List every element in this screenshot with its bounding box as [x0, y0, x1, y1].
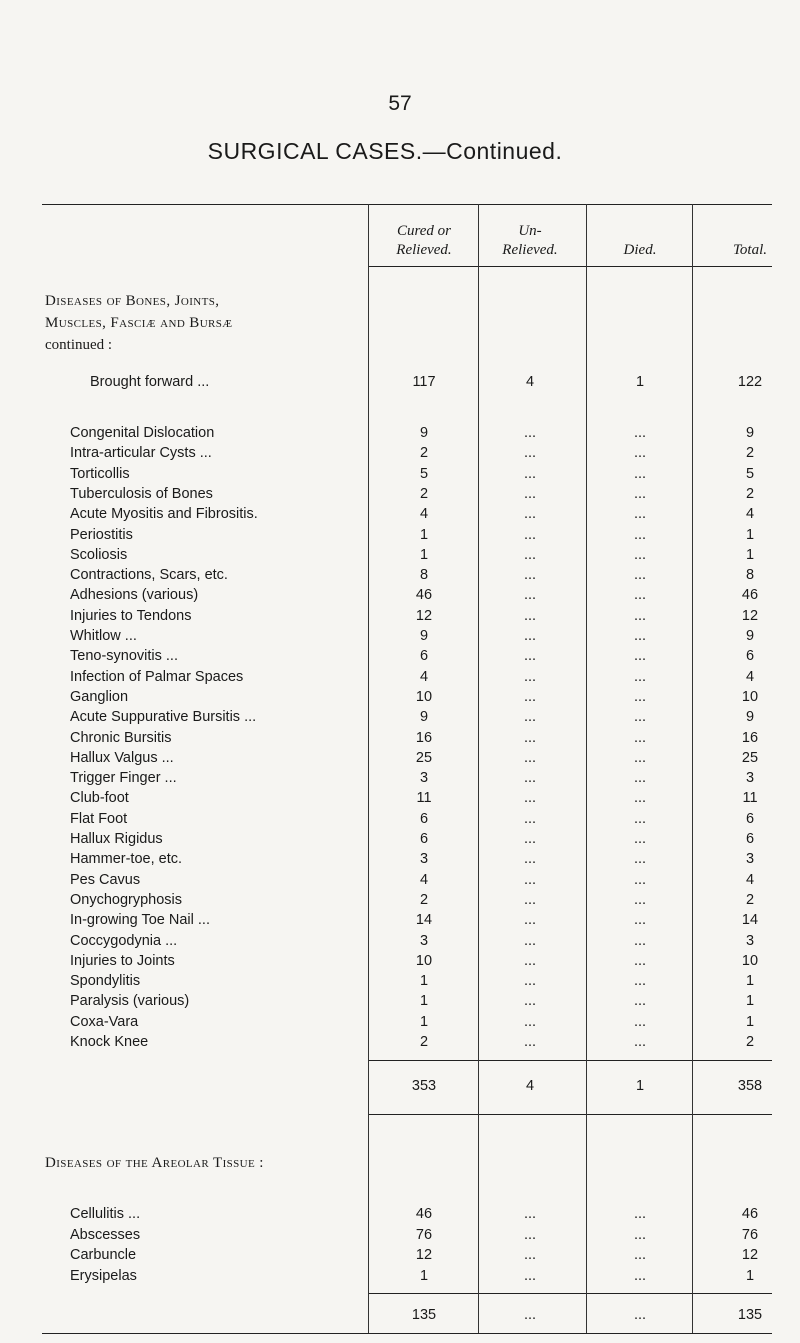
cell-total: 1	[745, 1014, 755, 1030]
cell-total: 1	[745, 1268, 755, 1284]
row-label: Hallux Valgus ...	[70, 750, 174, 766]
cell-unrelieved: ...	[523, 912, 537, 928]
cell-unrelieved: ...	[523, 872, 537, 888]
cell-unrelieved: ...	[523, 425, 537, 441]
cell-unrelieved: ...	[523, 770, 537, 786]
cell-cured: 76	[415, 1227, 433, 1243]
cell-unrelieved: ...	[523, 1014, 537, 1030]
cell-total: 9	[745, 425, 755, 441]
cell-unrelieved: ...	[523, 790, 537, 806]
row-label: Acute Myositis and Fibrositis.	[70, 506, 258, 522]
column-divider	[586, 204, 587, 1333]
cell-total: 9	[745, 709, 755, 725]
cell-total: 2	[745, 445, 755, 461]
row-label: Chronic Bursitis	[70, 730, 172, 746]
cell-total: 1	[745, 547, 755, 563]
cell-cured: 4	[419, 506, 429, 522]
cell-total: 10	[741, 689, 759, 705]
header-rule	[478, 266, 586, 267]
cell-total: 16	[741, 730, 759, 746]
cell-cured: 9	[419, 709, 429, 725]
cell-unrelieved: ...	[523, 1206, 537, 1222]
subtotal-rule	[368, 1293, 772, 1294]
cell-died: ...	[633, 831, 647, 847]
cell-cured: 12	[415, 1247, 433, 1263]
cell-died: ...	[633, 425, 647, 441]
cell-unrelieved: ...	[523, 648, 537, 664]
cell-died: ...	[633, 709, 647, 725]
cell-unrelieved: ...	[523, 567, 537, 583]
cell-died: ...	[633, 1014, 647, 1030]
cell-died: ...	[633, 608, 647, 624]
row-label: Carbuncle	[70, 1247, 137, 1263]
cell-total: 2	[745, 486, 755, 502]
total-cured: 353	[411, 1078, 437, 1094]
row-label: Club-foot	[70, 790, 129, 806]
cell-unrelieved: ...	[523, 628, 537, 644]
cell-total: 46	[741, 1206, 759, 1222]
column-header: Relieved.	[502, 242, 558, 258]
cell-total: 1	[745, 993, 755, 1009]
cell-total: 6	[745, 831, 755, 847]
row-label: Intra-articular Cysts ...	[70, 445, 212, 461]
cell-unrelieved: ...	[523, 730, 537, 746]
cell-unrelieved: ...	[523, 933, 537, 949]
cell-total: 1	[745, 973, 755, 989]
cell-unrelieved: ...	[523, 750, 537, 766]
cell-unrelieved: ...	[523, 851, 537, 867]
cell-died: ...	[633, 790, 647, 806]
cell-total: 9	[745, 628, 755, 644]
cell-cured: 6	[419, 831, 429, 847]
cell-unrelieved: ...	[523, 608, 537, 624]
row-label: Injuries to Joints	[70, 953, 175, 969]
cell-total: 5	[745, 466, 755, 482]
total-total: 358	[737, 1078, 763, 1094]
row-label: Brought forward ...	[90, 374, 210, 390]
cell-cured: 10	[415, 689, 433, 705]
cell-total: 8	[745, 567, 755, 583]
row-label: Spondylitis	[70, 973, 141, 989]
cell-total: 2	[745, 1034, 755, 1050]
cell-cured: 2	[419, 486, 429, 502]
cell-cured: 10	[415, 953, 433, 969]
cell-cured: 9	[419, 425, 429, 441]
header-rule	[692, 266, 772, 267]
cell-unrelieved: ...	[523, 709, 537, 725]
cell-cured: 25	[415, 750, 433, 766]
cell-total: 4	[745, 669, 755, 685]
cell-total: 4	[745, 872, 755, 888]
cell-cured: 2	[419, 892, 429, 908]
section-heading: Diseases of the Areolar Tissue :	[45, 1155, 264, 1171]
cell-cured: 1	[419, 1268, 429, 1284]
cell-cured: 46	[415, 587, 433, 603]
subtotal-rule	[368, 1114, 772, 1115]
column-header: Total.	[732, 242, 768, 258]
cell-total: 14	[741, 912, 759, 928]
row-label: Periostitis	[70, 527, 133, 543]
cell-total: 12	[741, 1247, 759, 1263]
cell-died: ...	[633, 993, 647, 1009]
cell-died: ...	[633, 669, 647, 685]
row-label: Knock Knee	[70, 1034, 149, 1050]
row-label: Whitlow ...	[70, 628, 137, 644]
cell-died: ...	[633, 973, 647, 989]
cell-died: ...	[633, 953, 647, 969]
cell-unrelieved: ...	[523, 811, 537, 827]
cell-unrelieved: ...	[523, 587, 537, 603]
cell-cured: 1	[419, 527, 429, 543]
table-bottom-rule	[42, 1333, 772, 1334]
total-unrelieved: 4	[525, 1078, 535, 1094]
cell-cured: 3	[419, 770, 429, 786]
cell-died: ...	[633, 445, 647, 461]
cell-cured: 3	[419, 851, 429, 867]
cell-died: ...	[633, 628, 647, 644]
row-label: Paralysis (various)	[70, 993, 190, 1009]
cell-died: ...	[633, 1034, 647, 1050]
cell-total: 3	[745, 770, 755, 786]
column-header: Un-	[518, 223, 542, 239]
section-heading: Muscles, Fasciæ and Bursæ	[45, 315, 233, 331]
cell-cured: 6	[419, 811, 429, 827]
cell-cured: 3	[419, 933, 429, 949]
cell-cured: 12	[415, 608, 433, 624]
cell-died: ...	[633, 567, 647, 583]
cell-total: 10	[741, 953, 759, 969]
subtotal-rule	[368, 1060, 772, 1061]
row-label: Flat Foot	[70, 811, 128, 827]
row-label: Congenital Dislocation	[70, 425, 215, 441]
cell-unrelieved: ...	[523, 892, 537, 908]
cell-cured: 1	[419, 1014, 429, 1030]
cell-cured: 1	[419, 547, 429, 563]
cell-total: 1	[745, 527, 755, 543]
cell-total: 11	[742, 790, 758, 806]
column-divider	[368, 204, 369, 1333]
cell-total: 4	[745, 506, 755, 522]
cell-unrelieved: ...	[523, 993, 537, 1009]
row-label: Erysipelas	[70, 1268, 137, 1284]
cell-total: 6	[745, 811, 755, 827]
cell-total: 12	[741, 608, 759, 624]
cell-unrelieved: ...	[523, 973, 537, 989]
cell-cured: 4	[419, 669, 429, 685]
cell-cured: 14	[415, 912, 433, 928]
header-rule	[586, 266, 692, 267]
row-label: Pes Cavus	[70, 872, 141, 888]
page-number: 57	[388, 92, 412, 115]
row-label: Onychogryphosis	[70, 892, 183, 908]
cell-died: ...	[633, 547, 647, 563]
page-title: SURGICAL CASES.—Continued.	[207, 138, 563, 164]
cell-cured: 11	[416, 790, 432, 806]
cell-cured: 16	[415, 730, 433, 746]
cell-unrelieved: ...	[523, 1034, 537, 1050]
cell-unrelieved: ...	[523, 1227, 537, 1243]
total-unrelieved: ...	[523, 1307, 537, 1323]
row-label: Hammer-toe, etc.	[70, 851, 182, 867]
cell-died: ...	[633, 1206, 647, 1222]
cell-died: ...	[633, 811, 647, 827]
cell-cured: 5	[419, 466, 429, 482]
cell-cured: 6	[419, 648, 429, 664]
row-label: Torticollis	[70, 466, 130, 482]
cell-died: ...	[633, 506, 647, 522]
cell-unrelieved: ...	[523, 527, 537, 543]
section-heading: Diseases of Bones, Joints,	[45, 293, 220, 309]
cell-died: ...	[633, 912, 647, 928]
cell-died: ...	[633, 466, 647, 482]
cell-total: 3	[745, 851, 755, 867]
cell-died: ...	[633, 527, 647, 543]
row-label: Scoliosis	[70, 547, 128, 563]
row-label: Tuberculosis of Bones	[70, 486, 213, 502]
cell-unrelieved: ...	[523, 445, 537, 461]
column-divider	[478, 204, 479, 1333]
row-label: Coccygodynia ...	[70, 933, 178, 949]
cell-unrelieved: ...	[523, 1268, 537, 1284]
total-died: 1	[635, 1078, 645, 1094]
cell-total: 76	[741, 1227, 759, 1243]
cell-unrelieved: ...	[523, 669, 537, 685]
cell-died: ...	[633, 486, 647, 502]
cell-total: 3	[745, 933, 755, 949]
table-top-rule	[42, 204, 772, 205]
cell-died: ...	[633, 587, 647, 603]
total-total: 135	[737, 1307, 763, 1323]
cell-unrelieved: ...	[523, 831, 537, 847]
row-label: Trigger Finger ...	[70, 770, 177, 786]
cell-unrelieved: ...	[523, 486, 537, 502]
row-label: Acute Suppurative Bursitis ...	[70, 709, 257, 725]
column-header: Relieved.	[396, 242, 452, 258]
cell-died: ...	[633, 1227, 647, 1243]
total-cured: 135	[411, 1307, 437, 1323]
cell-total: 6	[745, 648, 755, 664]
row-label: Adhesions (various)	[70, 587, 199, 603]
column-divider	[692, 204, 693, 1333]
cell-cured: 2	[419, 445, 429, 461]
cell-unrelieved: ...	[523, 466, 537, 482]
cell-died: ...	[633, 872, 647, 888]
row-label: Injuries to Tendons	[70, 608, 192, 624]
cell-unrelieved: 4	[525, 374, 535, 390]
cell-cured: 1	[419, 973, 429, 989]
row-label: Ganglion	[70, 689, 129, 705]
row-label: Abscesses	[70, 1227, 141, 1243]
column-header: Cured or	[396, 223, 452, 239]
cell-cured: 1	[419, 993, 429, 1009]
cell-died: ...	[633, 689, 647, 705]
cell-unrelieved: ...	[523, 1247, 537, 1263]
cell-unrelieved: ...	[523, 547, 537, 563]
row-label: Hallux Rigidus	[70, 831, 163, 847]
cell-total: 2	[745, 892, 755, 908]
cell-died: ...	[633, 1268, 647, 1284]
cell-unrelieved: ...	[523, 953, 537, 969]
cell-died: ...	[633, 730, 647, 746]
column-header: Died.	[623, 242, 657, 258]
cell-cured: 46	[415, 1206, 433, 1222]
row-label: Cellulitis ...	[70, 1206, 141, 1222]
cell-died: ...	[633, 1247, 647, 1263]
cell-cured: 2	[419, 1034, 429, 1050]
cell-unrelieved: ...	[523, 689, 537, 705]
cell-cured: 9	[419, 628, 429, 644]
section-heading: continued :	[45, 337, 113, 353]
cell-cured: 117	[412, 374, 436, 390]
cell-died: ...	[633, 770, 647, 786]
row-label: Teno-synovitis ...	[70, 648, 178, 664]
cell-died: 1	[635, 374, 645, 390]
row-label: Infection of Palmar Spaces	[70, 669, 244, 685]
cell-died: ...	[633, 933, 647, 949]
cell-unrelieved: ...	[523, 506, 537, 522]
row-label: Coxa-Vara	[70, 1014, 139, 1030]
row-label: Contractions, Scars, etc.	[70, 567, 228, 583]
cell-total: 46	[741, 587, 759, 603]
cell-died: ...	[633, 892, 647, 908]
cell-died: ...	[633, 750, 647, 766]
header-rule	[368, 266, 478, 267]
cell-cured: 4	[419, 872, 429, 888]
cell-died: ...	[633, 648, 647, 664]
total-died: ...	[633, 1307, 647, 1323]
cell-total: 122	[737, 374, 763, 390]
cell-total: 25	[741, 750, 759, 766]
row-label: In-growing Toe Nail ...	[70, 912, 210, 928]
cell-cured: 8	[419, 567, 429, 583]
cell-died: ...	[633, 851, 647, 867]
